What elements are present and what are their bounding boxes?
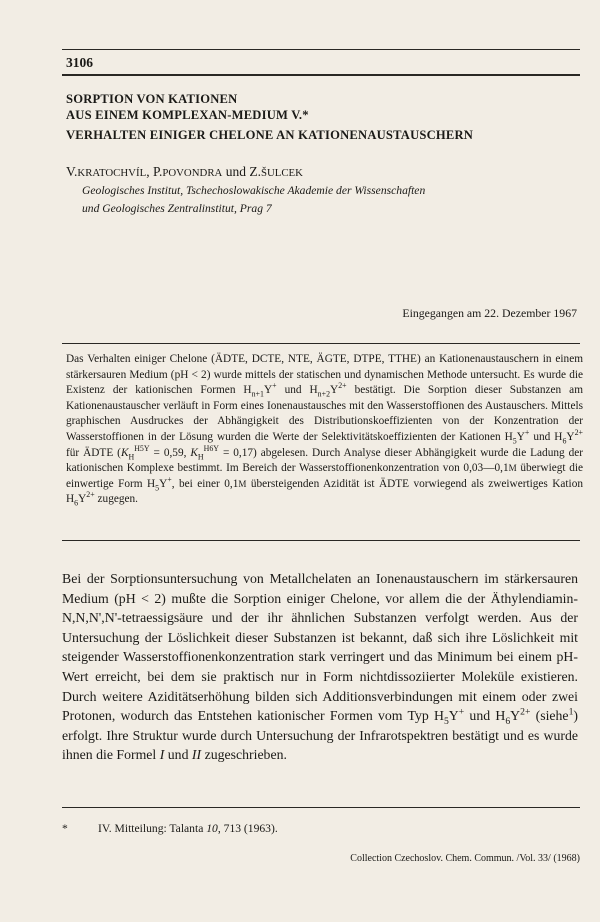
author-3: Z.ŠULCEK [249, 164, 303, 179]
header-top-rule [62, 49, 580, 50]
journal-citation: Collection Czechoslov. Chem. Commun. /Vol. 33/ (1968) [350, 853, 580, 864]
abstract-top-rule [62, 343, 580, 344]
abstract-text: Das Verhalten einiger Chelone (ÄDTE, DCTE, NTE, ÄGTE, DTPE, TTHE) an Kationenaustauschern in einem stärkersauren Medium (pH < 2) wurde mittels der statischen und dynamischen Methode untersucht. Es wurde die Existenz der kationischen Formen $H_{n+1}Y^+$ und $H_{n+2}Y^{2+}$ bestätigt. Die Sorption dieser Substanzen am Kationenaustauscher verläuft in Form eines Ionenaustausches mit den Wasserstoffionen des Austauschers. Mittels graphischen Ausdruckes der Abhängigkeit des Distributionskoeffizienten von der Konzentration der Wasserstoffionen in der Lösung wurden die Werte der Selektivitätskoeffizienten der Kationen $H_5Y^+$ und $H_6Y^{2+}$ für ÄDTE ($K_H^{H5Y} = 0,59$, $K_H^{H6Y} = 0,17$) abgelesen. Durch Analyse dieser Abhängigkeit wurde die Ladung der kationischen Komplexe bestimmt. Im Bereich der Wasserstoffionenkonzentration von 0,03—0,1M überwiegt die einwertige Form $H_5Y^+$, bei einer 0,1M übersteigenden Azidität ist ÄDTE vorwiegend als zweiwertiges Kation $H_6Y^{2+}$ zugegen. [66, 353, 584, 508]
header-bottom-rule [62, 74, 580, 76]
author-list: V.KRATOCHVÍL, P.POVONDRA und Z.ŠULCEK [66, 164, 303, 179]
footnote: * IV. Mitteilung: Talanta 10, 713 (1963). [62, 822, 278, 835]
institution-line-2: und Geologisches Zentralinstitut, Prag 7 [82, 202, 272, 215]
abstract-bottom-rule [62, 540, 580, 541]
article-title-line-3: VERHALTEN EINIGER CHELONE AN KATIONENAUSTAUSCHERN [66, 128, 474, 142]
abstract [66, 352, 583, 508]
page-number: 3106 [66, 55, 93, 70]
author-2: P.POVONDRA [152, 164, 223, 179]
footnote-mark: * [62, 822, 68, 835]
author-1: V.KRATOCHVÍL [66, 164, 147, 179]
article-title-line-2: AUS EINEM KOMPLEXAN-MEDIUM V.* [66, 108, 309, 122]
body-paragraph [62, 569, 578, 765]
article-title-line-1: SORPTION VON KATIONEN [66, 92, 238, 106]
body-text: Bei der Sorptionsuntersuchung von Metallchelaten an Ionenaustauschern im stärkersauren Medium (pH < 2) mußte die Sorption einiger Chelone, vor allem die der Äthylendiamin-N,N,N',N'-tetraessigsäure und der ihr ähnlichen Substanzen verfolgt werden. Aus der Untersuchung der Löslichkeit dieser Substanzen ist bekannt, daß sich ihre Löslichkeit mit steigender Wasserstoffionenkonzentration stark verringert und das Minimum bei einem pH-Wert erreicht, bei dem sie praktisch nur in Form nichtdissoziierter Moleküle existieren. Durch weitere Aziditätserhöhung bilden sich Additionsverbindungen mit einem oder zwei Protonen, wodurch das Entstehen kationischer Formen vom Typ $H_5Y^+$ und $H_6Y^{2+}$ (siehe$^1$) erfolgt. Ihre Struktur wurde durch Untersuchung der Infrarotspektren bestätigt und es wurde ihnen die Formel I und II zugeschrieben. [62, 571, 578, 763]
footnote-rule [62, 807, 580, 808]
footnote-volume: 10 [206, 822, 218, 835]
institution-line-1: Geologisches Institut, Tschechoslowakische Akademie der Wissenschaften [82, 184, 426, 197]
received-date: Eingegangen am 22. Dezember 1967 [402, 306, 577, 320]
